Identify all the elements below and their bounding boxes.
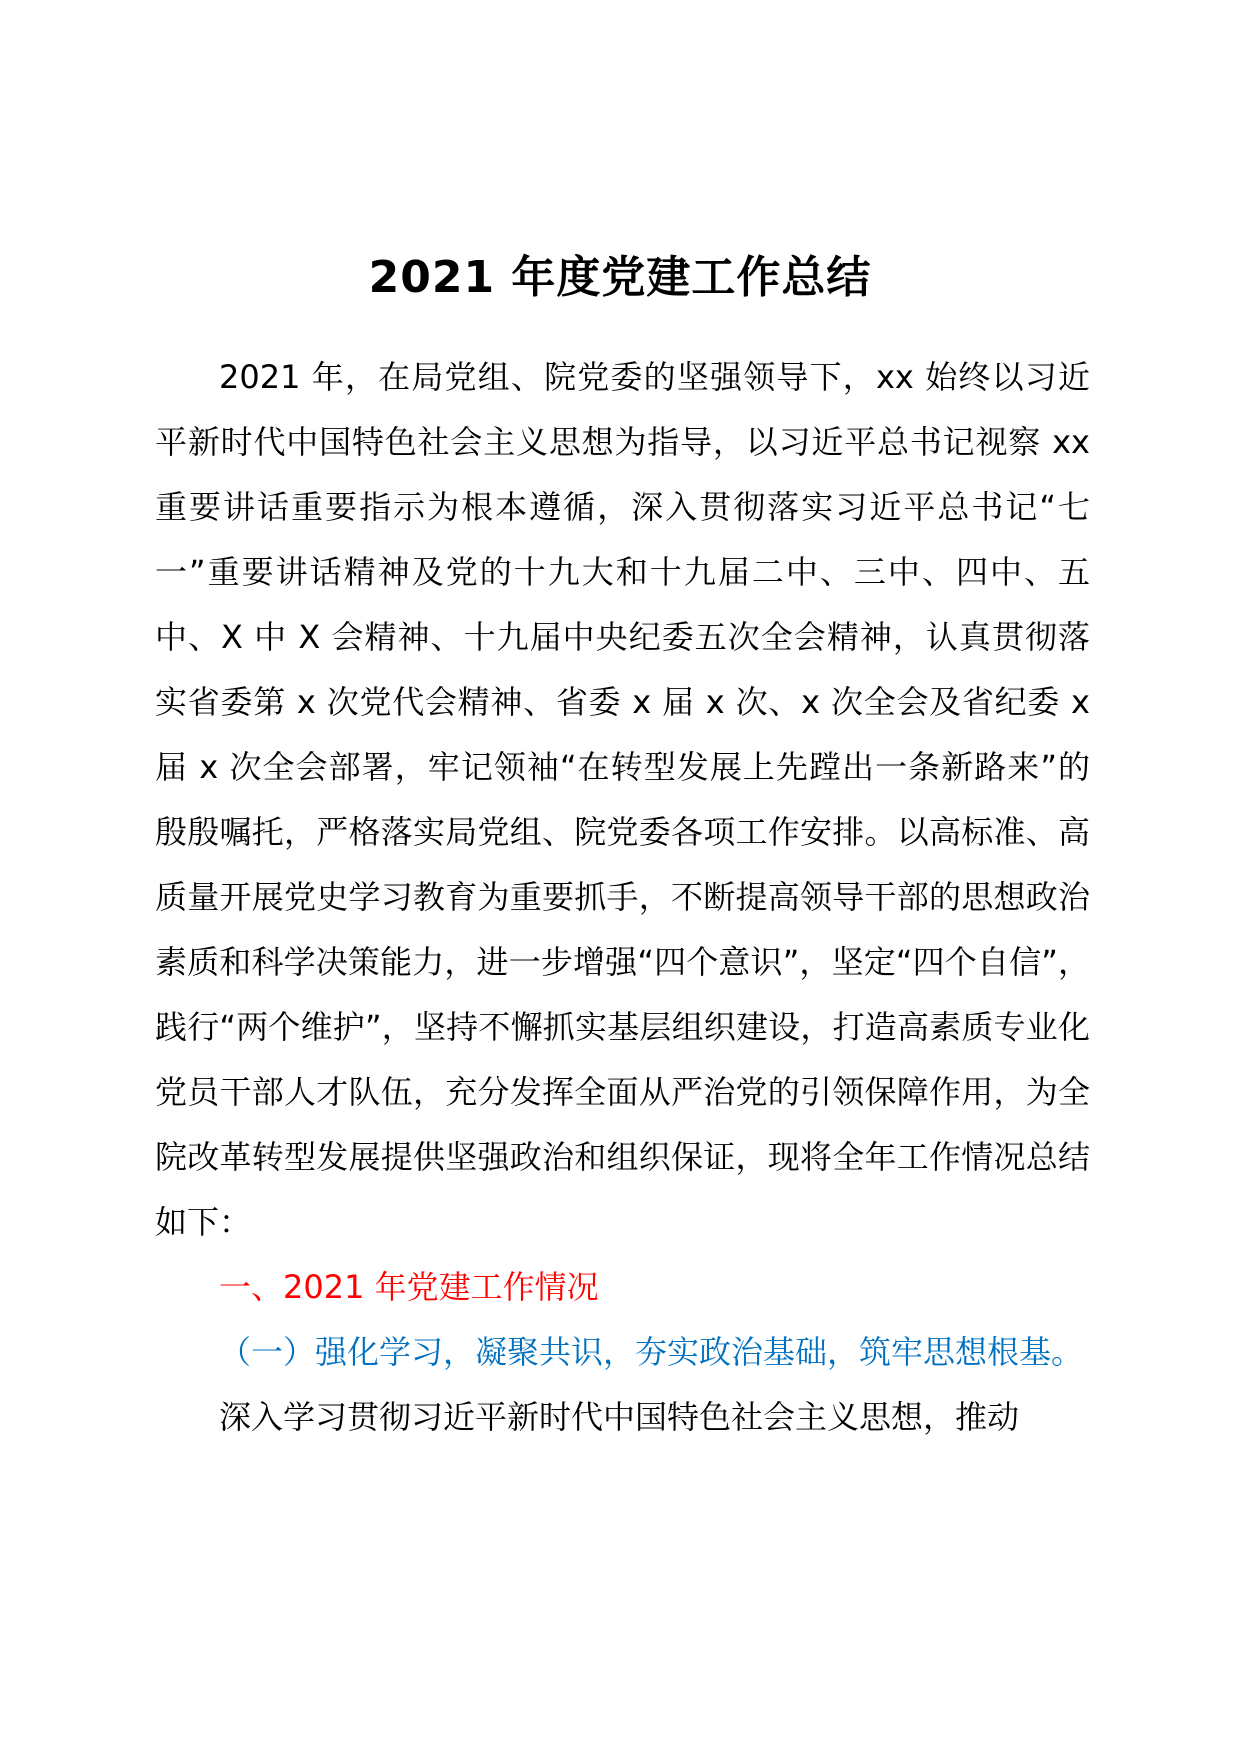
document-title: 2021 年度党建工作总结	[368, 252, 872, 303]
section-heading: 一、2021 年党建工作情况	[219, 1268, 599, 1306]
intro-paragraph: 2021 年，在局党组、院党委的坚强领导下，xx 始终以习近平新时代中国特色社会主义思想为指导，以习近平总书记视察 xx 重要讲话重要指示为根本遵循，深入贯彻落实习近平总书记“七一”重要讲话精神及党的十九大和十九届二中、三中、四中、五中、X 中 X 会精神、十九届中央纪委五次全会精神，认真贯彻落实省委第 x 次党代会精神、省委 x 届 x 次、x 次全会及省纪委 x 届 x 次全会部署，牢记领袖“在转型发展上先蹚出一条新路来”的殷殷嘱托，严格落实局党组、院党委各项工作安排。以高标准、高质量开展党史学习教育为重要抓手，不断提高领导干部的思想政治素质和科学决策能力，进一步增强“四个意识”，坚定“四个自信”，践行“两个维护”，坚持不懈抓实基层组织建设，打造高素质专业化党员干部人才队伍，充分发挥全面从严治党的引领保障作用，为全院改革转型发展提供坚强政治和组织保证，现将全年工作情况总结如下：	[155, 358, 1090, 1241]
document-body	[155, 345, 1090, 1450]
subsection-heading: （一）强化学习，凝聚共识，夯实政治基础，筑牢思想根基。	[219, 1333, 1084, 1371]
body-paragraph: 深入学习贯彻习近平新时代中国特色社会主义思想，推动	[219, 1398, 1020, 1436]
